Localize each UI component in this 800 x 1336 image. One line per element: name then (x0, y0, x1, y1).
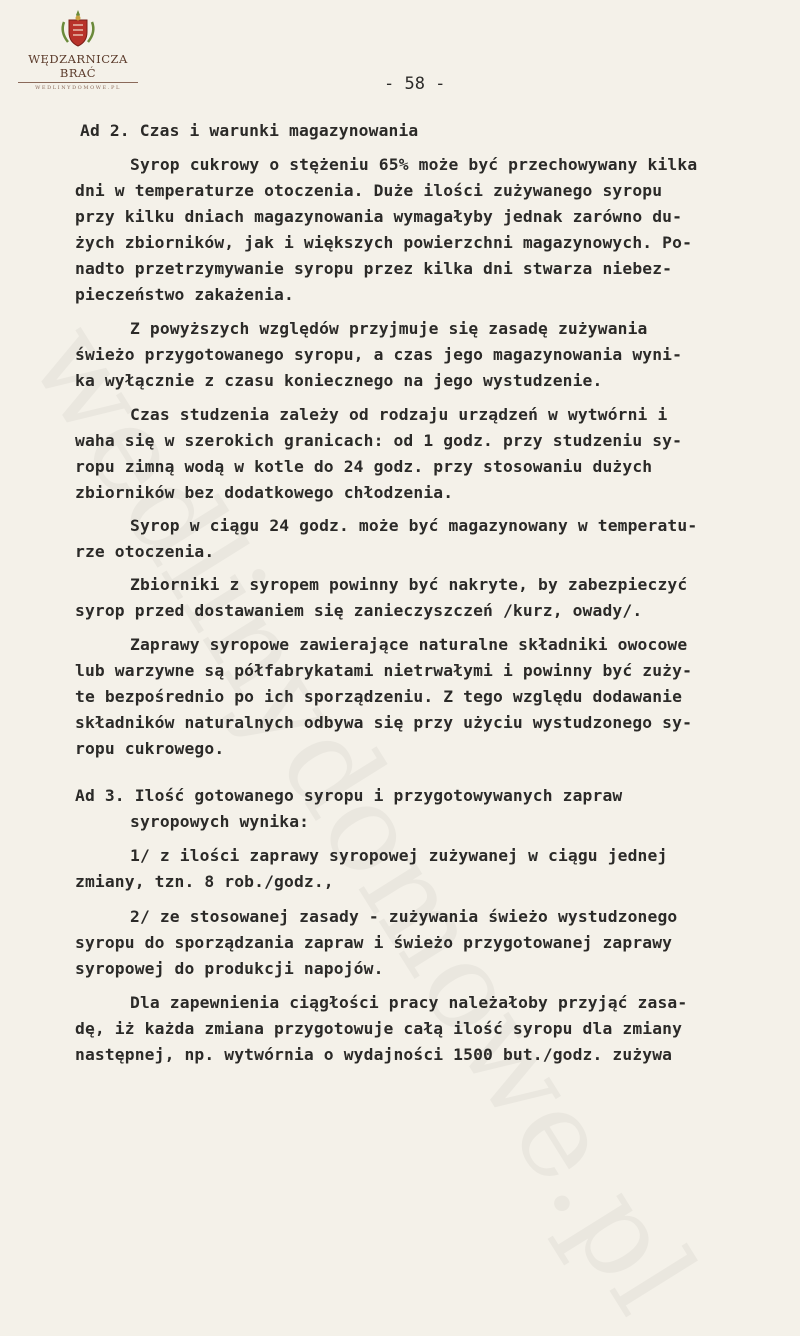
crest-icon (58, 8, 98, 50)
text-line: Czas studzenia zależy od rodzaju urządzeń w wytwórni i (130, 405, 668, 424)
logo-url: WEDLINYDOMOWE.PL (35, 85, 121, 91)
text-line: Z powyższych względów przyjmuje się zasadę zużywania (130, 319, 648, 338)
text-line: przy kilku dniach magazynowania wymagałyby jednak zarówno du- (75, 207, 683, 226)
text-line: następnej, np. wytwórnia o wydajności 1500 but./godz. zużywa (75, 1045, 673, 1064)
logo-divider (18, 82, 138, 83)
text-line: Dla zapewnienia ciągłości pracy należałoby przyjąć zasa- (130, 993, 688, 1012)
text-line: nadto przetrzymywanie syropu przez kilka dni stwarza niebez- (75, 259, 673, 278)
text-line: waha się w szerokich granicach: od 1 godz. przy studzeniu sy- (75, 431, 683, 450)
text-line: dni w temperaturze otoczenia. Duże ilości zużywanego syropu (75, 181, 663, 200)
logo-name: WĘDZARNICZA BRAĆ (28, 52, 128, 80)
text-line: Syrop w ciągu 24 godz. może być magazynowany w temperatu- (130, 516, 698, 535)
text-line: Zbiorniki z syropem powinny być nakryte, by zabezpieczyć (130, 575, 688, 594)
section-heading: Ad 3. Ilość gotowanego syropu i przygotowywanych zapraw (75, 786, 623, 805)
text-line: zbiorników bez dodatkowego chłodzenia. (75, 483, 454, 502)
list-item: 1/ z ilości zaprawy syropowej zużywanej w ciągu jednej (130, 846, 668, 865)
text-line: te bezpośrednio po ich sporządzeniu. Z tego względu dodawanie (75, 687, 683, 706)
page-number: - 58 - (384, 74, 446, 94)
text-line: Zaprawy syropowe zawierające naturalne składniki owocowe (130, 635, 688, 654)
text-line: syropowych wynika: (130, 812, 310, 831)
list-item: 2/ ze stosowanej zasady - zużywania świeżo wystudzonego (130, 907, 678, 926)
text-line: ka wyłącznie z czasu koniecznego na jego wystudzenie. (75, 371, 603, 390)
text-line: dę, iż każda zmiana przygotowuje całą ilość syropu dla zmiany (75, 1019, 683, 1038)
text-line: składników naturalnych odbywa się przy użyciu wystudzonego sy- (75, 713, 693, 732)
text-line: świeżo przygotowanego syropu, a czas jego magazynowania wyni- (75, 345, 683, 364)
text-line: zmiany, tzn. 8 rob./godz., (75, 872, 334, 891)
text-line: żych zbiorników, jak i większych powierzchni magazynowych. Po- (75, 233, 693, 252)
text-line: ropu cukrowego. (75, 739, 225, 758)
text-line: ropu zimną wodą w kotle do 24 godz. przy stosowaniu dużych (75, 457, 653, 476)
text-line: lub warzywne są półfabrykatami nietrwałymi i powinny być zuży- (75, 661, 693, 680)
text-line: Syrop cukrowy o stężeniu 65% może być przechowywany kilka (130, 155, 698, 174)
text-line: rze otoczenia. (75, 542, 215, 561)
text-line: pieczeństwo zakażenia. (75, 285, 294, 304)
text-line: syrop przed dostawaniem się zanieczyszczeń /kurz, owady/. (75, 601, 643, 620)
section-heading: Ad 2. Czas i warunki magazynowania (80, 121, 419, 140)
text-line: syropu do sporządzania zapraw i świeżo przygotowanej zaprawy (75, 933, 673, 952)
logo (14, 8, 142, 91)
text-line: syropowej do produkcji napojów. (75, 959, 384, 978)
